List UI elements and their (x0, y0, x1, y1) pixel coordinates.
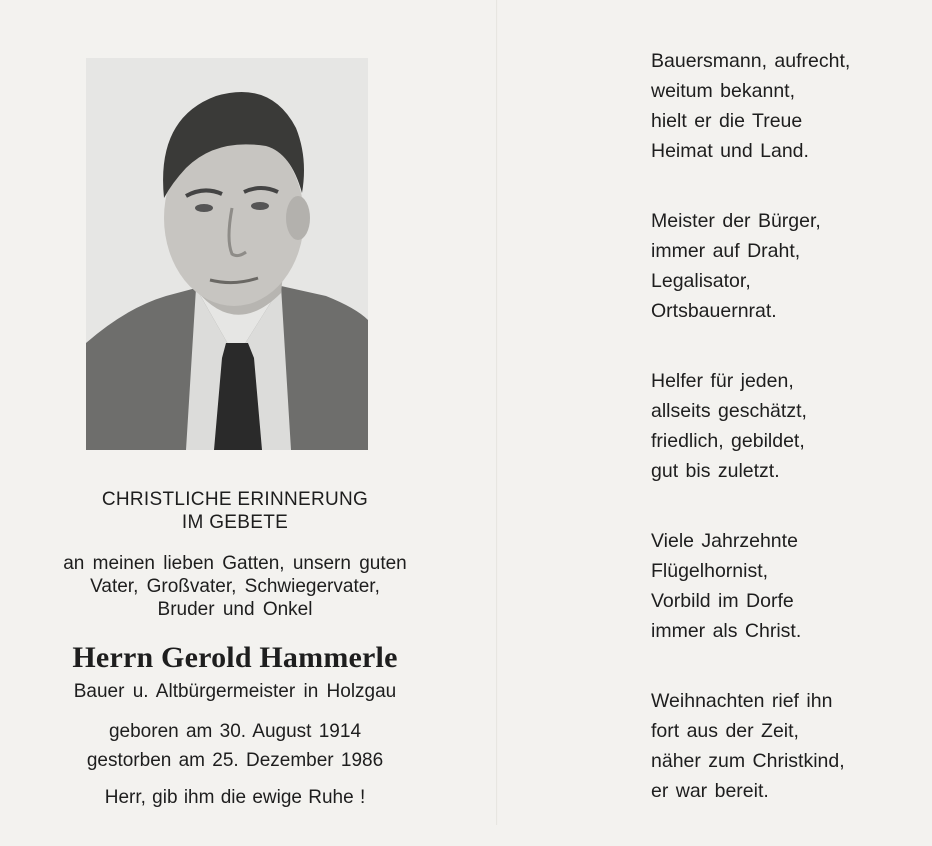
poem-stanza (651, 686, 921, 806)
birth-date: geboren am 30. August 1914 (108, 721, 362, 742)
poem (651, 46, 921, 846)
prayer: Herr, gib ihm die ewige Ruhe ! (104, 787, 366, 808)
death-date: gestorben am 25. Dezember 1986 (86, 750, 384, 771)
life-dates (0, 717, 470, 775)
dedication-line: an meinen lieben Gatten, unsern guten (63, 553, 407, 574)
poem-line: Ortsbauernrat. (651, 300, 777, 322)
poem-line: hielt er die Treue (651, 110, 803, 132)
poem-line: immer als Christ. (651, 620, 802, 642)
poem-line: Meister der Bürger, (651, 210, 821, 232)
poem-stanza (651, 366, 921, 486)
dedication-line: Vater, Großvater, Schwiegervater, (90, 576, 380, 597)
poem-line: Heimat und Land. (651, 140, 809, 162)
deceased-role: Bauer u. Altbürgermeister in Holzgau (73, 681, 397, 702)
poem-stanza (651, 526, 921, 646)
poem-stanza (651, 46, 921, 166)
poem-line: weitum bekannt, (651, 80, 795, 102)
portrait-photo (86, 58, 368, 450)
deceased-name: Herrn Gerold Hammerle (72, 641, 398, 674)
poem-line: näher zum Christkind, (651, 750, 845, 772)
poem-line: fort aus der Zeit, (651, 720, 799, 742)
poem-stanza (651, 206, 921, 326)
poem-line: Flügelhornist, (651, 560, 769, 582)
memorial-heading (0, 488, 470, 534)
poem-line: Helfer für jeden, (651, 370, 794, 392)
poem-line: Viele Jahrzehnte (651, 530, 798, 552)
poem-line: Weihnachten rief ihn (651, 690, 833, 712)
heading-line: CHRISTLICHE ERINNERUNG (101, 489, 369, 510)
poem-line: allseits geschätzt, (651, 400, 807, 422)
poem-line: Vorbild im Dorfe (651, 590, 794, 612)
poem-line: er war bereit. (651, 780, 769, 802)
dedication (0, 552, 470, 621)
poem-line: immer auf Draht, (651, 240, 801, 262)
dedication-line: Bruder und Onkel (157, 599, 313, 620)
heading-line: IM GEBETE (181, 512, 289, 533)
poem-line: gut bis zuletzt. (651, 460, 780, 482)
poem-line: Legalisator, (651, 270, 751, 292)
card-fold (496, 0, 498, 825)
poem-line: Bauersmann, aufrecht, (651, 50, 851, 72)
poem-line: friedlich, gebildet, (651, 430, 805, 452)
